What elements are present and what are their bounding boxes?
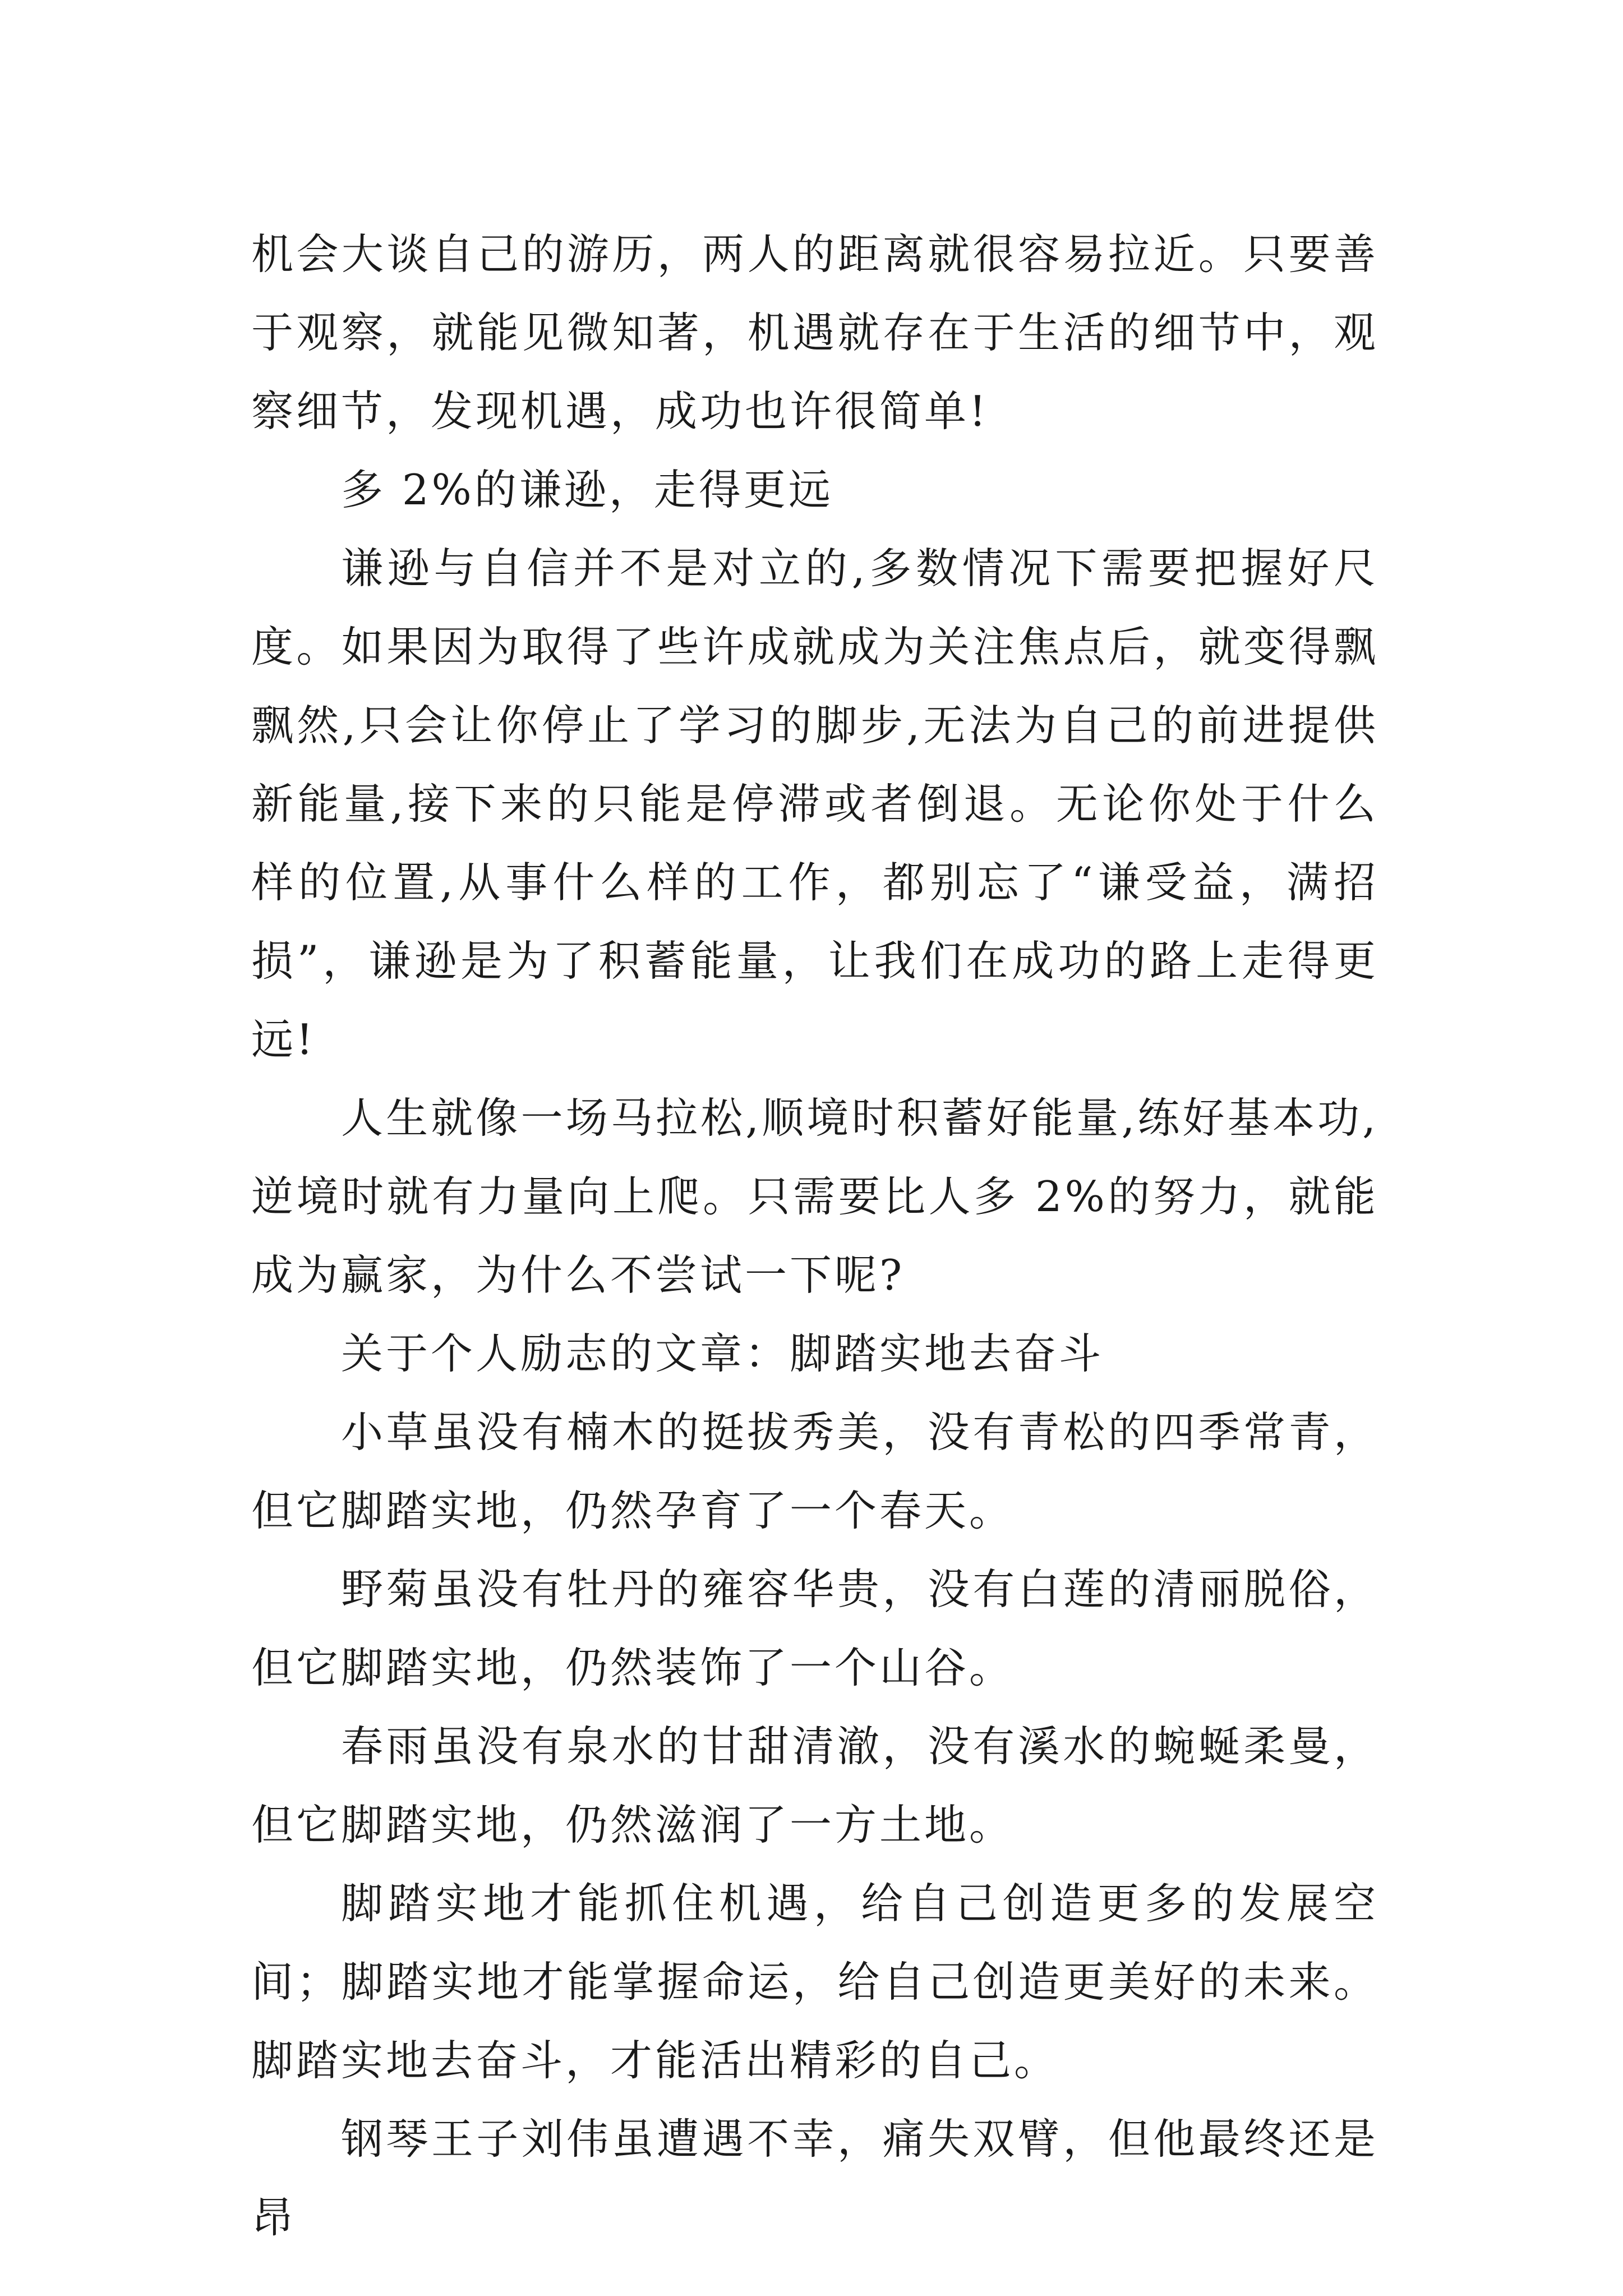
paragraph: 钢琴王子刘伟虽遭遇不幸，痛失双臂，但他最终还是昂	[251, 2114, 1378, 2242]
paragraph: 人生就像一场马拉松,顺境时积蓄好能量,练好基本功,逆境时就有力量向上爬。只需要比人多 2%的努力，就能成为赢家，为什么不尝试一下呢?	[251, 1093, 1378, 1300]
section-heading: 多 2%的谦逊，走得更远	[341, 465, 833, 514]
paragraph: 机会大谈自己的游历，两人的距离就很容易拉近。只要善于观察，就能见微知著，机遇就存在于生活的细节中，观察细节，发现机遇，成功也许很简单!	[251, 229, 1378, 436]
paragraph: 小草虽没有楠木的挺拔秀美，没有青松的四季常青，但它脚踏实地，仍然孕育了一个春天。	[251, 1407, 1378, 1535]
section-heading: 关于个人励志的文章：脚踏实地去奋斗	[341, 1329, 1104, 1378]
paragraph: 春雨虽没有泉水的甘甜清澈，没有溪水的蜿蜒柔曼，但它脚踏实地，仍然滋润了一方土地。	[251, 1722, 1378, 1849]
paragraph: 野菊虽没有牡丹的雍容华贵，没有白莲的清丽脱俗，但它脚踏实地，仍然装饰了一个山谷。	[251, 1565, 1378, 1692]
paragraph: 谦逊与自信并不是对立的,多数情况下需要把握好尺度。如果因为取得了些许成就成为关注焦点后，就变得飘飘然,只会让你停止了学习的脚步,无法为自己的前进提供新能量,接下来的只能是停滞或者倒退。无论你处于什么样的位置,从事什么样的工作，都别忘了“谦受益，满招损”，谦逊是为了积蓄能量，让我们在成功的路上走得更远!	[251, 544, 1378, 1064]
paragraph: 脚踏实地才能抓住机遇，给自己创造更多的发展空间；脚踏实地才能掌握命运，给自己创造更美好的未来。脚踏实地去奋斗，才能活出精彩的自己。	[251, 1879, 1378, 2085]
document-body	[251, 215, 1378, 2257]
